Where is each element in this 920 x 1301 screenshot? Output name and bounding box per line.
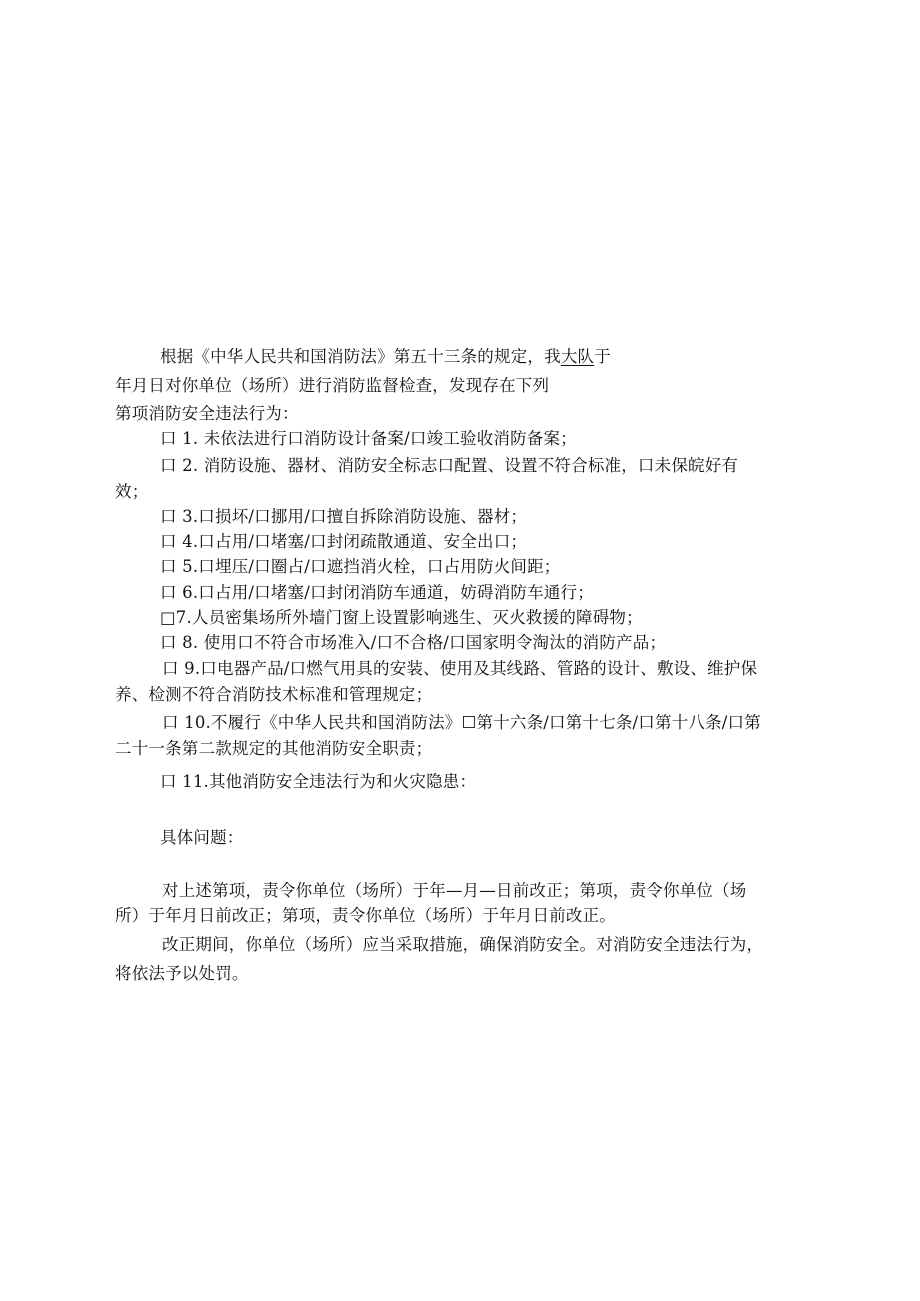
specific-problems-label: 具体问题：	[160, 828, 244, 847]
item-10-line-1: 口 10.不履行《中华人民共和国消防法》☐第十六条/口第十七条/口第十八条/口第	[162, 713, 761, 732]
item-10-line-2: 二十一条第二款规定的其他消防安全职责；	[115, 739, 433, 758]
order-line-2: 所）于年月日前改正；第项，责令你单位（场所）于年月日前改正。	[115, 906, 616, 925]
intro-line-2: 年月日对你单位（场所）进行消防监督检查，发现存在下列	[115, 376, 550, 395]
item-4: 口 4.口占用/口堵塞/口封闭疏散通道、安全出口；	[160, 532, 528, 551]
closing-line-2: 将依法予以处罚。	[115, 964, 249, 983]
item-6: 口 6.口占用/口堵塞/口封闭消防车通道，妨碍消防车通行；	[160, 583, 594, 602]
item-11: 口 11.其他消防安全违法行为和火灾隐患：	[160, 772, 477, 791]
order-line-1: 对上述第项，责令你单位（场所）于年—月—日前改正；第项，责令你单位（场	[162, 881, 747, 900]
item-9-line-1: 口 9.口电器产品/口燃气用具的安装、使用及其线路、管路的设计、敷设、维护保	[162, 659, 758, 678]
item-9-line-2: 养、检测不符合消防技术标准和管理规定；	[115, 685, 433, 704]
item-1: 口 1. 未依法进行口消防设计备案/口竣工验收消防备案；	[160, 429, 577, 448]
item-2-line-2: 效；	[115, 482, 149, 501]
item-8: 口 8. 使用口不符合市场准入/口不合格/口国家明令淘汰的消防产品；	[160, 633, 667, 652]
closing-line-1: 改正期间，你单位（场所）应当采取措施，确保消防安全。对消防安全违法行为，	[162, 935, 764, 954]
item-5: 口 5.口埋压/口圈占/口遮挡消火栓，口占用防火间距；	[160, 557, 561, 576]
item-3: 口 3.口损坏/口挪用/口擅自拆除消防设施、器材；	[160, 507, 528, 526]
intro-line-1	[160, 346, 611, 368]
unit-name: 大队	[560, 347, 595, 366]
item-7: □7.人员密集场所外墙门窗上设置影响逃生、灭火救援的障碍物；	[160, 608, 643, 627]
intro-text-pre: 根据《中华人民共和国消防法》第五十三条的规定，我	[160, 347, 561, 366]
intro-text-post: 于	[594, 347, 611, 366]
item-2-line-1: 口 2. 消防设施、器材、消防安全标志口配置、设置不符合标准，口未保皖好有	[160, 456, 739, 475]
intro-line-3: 第项消防安全违法行为：	[115, 404, 299, 423]
